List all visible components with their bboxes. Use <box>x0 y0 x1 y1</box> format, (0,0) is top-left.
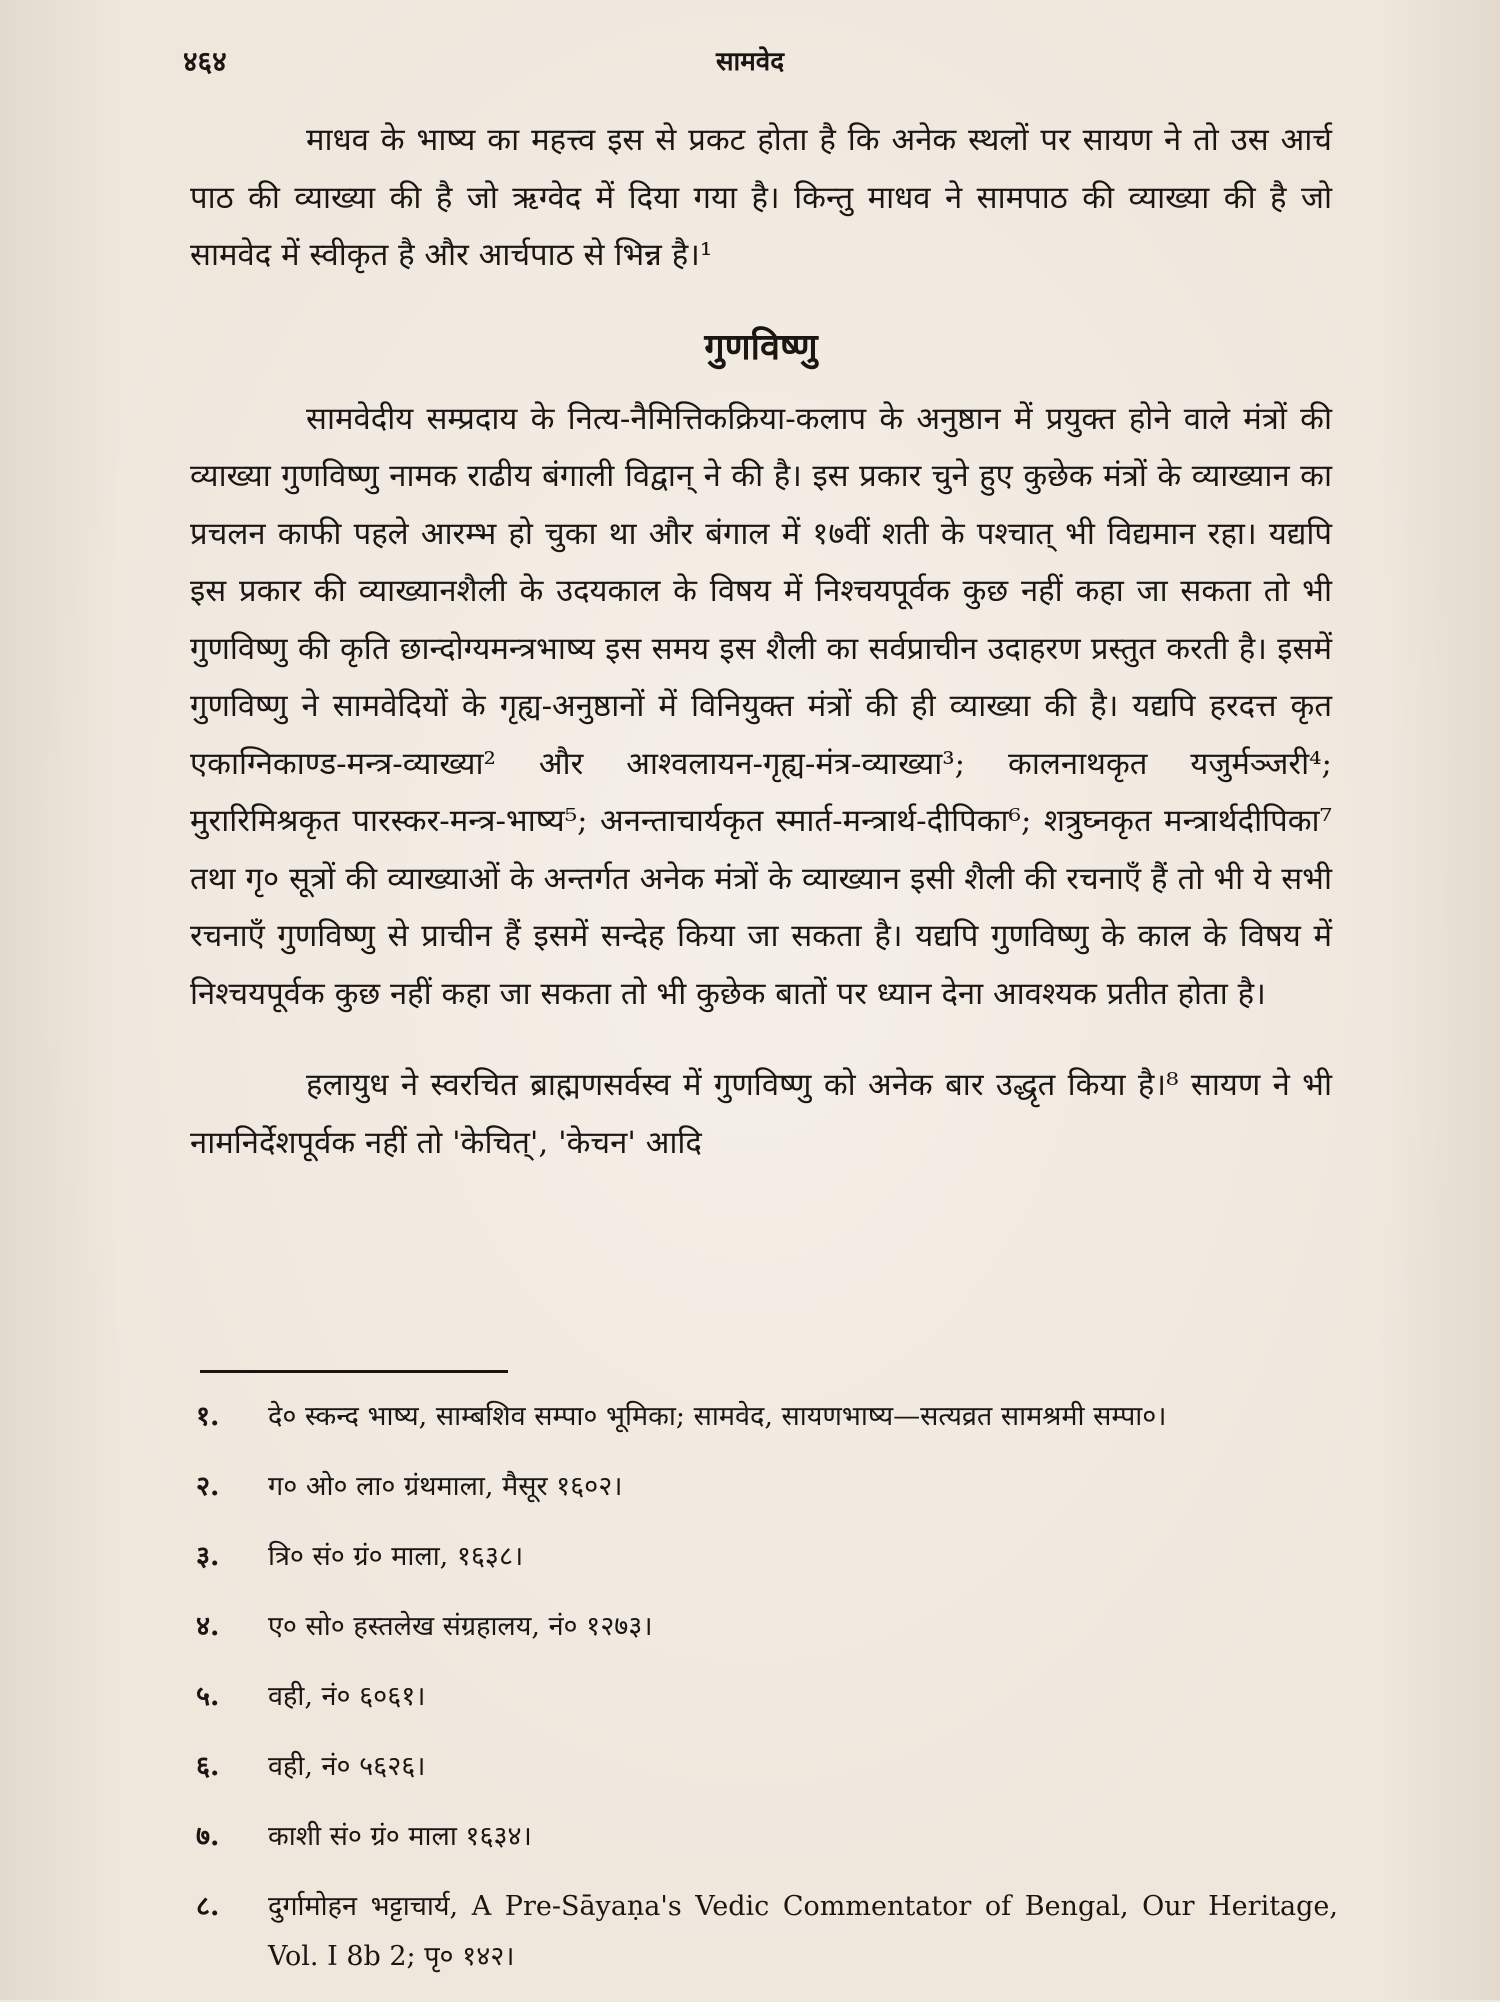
main-text <box>190 112 1332 1172</box>
footnote-item <box>196 1462 1338 1512</box>
footnote-text: काशी सं० ग्रं० माला १६३४। <box>268 1821 532 1852</box>
footnote-number: ८. <box>196 1891 220 1922</box>
page-header <box>183 42 1317 78</box>
footnote-item <box>196 1882 1338 1982</box>
footnote-number: ७. <box>196 1821 220 1852</box>
footnote-divider <box>200 1370 508 1373</box>
footnote-item <box>196 1532 1338 1582</box>
footnote-item <box>196 1742 1338 1792</box>
footnote-item <box>196 1602 1338 1652</box>
footnote-number: ६. <box>196 1751 220 1782</box>
paragraph-madhava: माधव के भाष्य का महत्त्व इस से प्रकट होता है कि अनेक स्थलों पर सायण ने तो उस आर्च पाठ की व्याख्या की है जो ऋग्वेद में दिया गया है। किन्तु माधव ने सामपाठ की व्याख्या की है जो सामवेद में स्वीकृत है और आर्चपाठ से भिन्न है।¹ <box>190 122 1332 273</box>
footnote-item <box>196 1392 1338 1442</box>
footnote-text: त्रि० सं० ग्रं० माला, १६३८। <box>268 1541 524 1572</box>
footnote-number: ४. <box>196 1611 220 1642</box>
paragraph-halayudha: हलायुध ने स्वरचित ब्राह्मणसर्वस्व में गुणविष्णु को अनेक बार उद्धृत किया है।⁸ सायण ने भी नामनिर्देशपूर्वक नहीं तो 'केचित्', 'केचन' आदि <box>190 1067 1332 1161</box>
footnote-text: ग० ओ० ला० ग्रंथमाला, मैसूर १६०२। <box>268 1471 623 1502</box>
footnote-text: दे० स्कन्द भाष्य, साम्बशिव सम्पा० भूमिका; सामवेद, सायणभाष्य—सत्यव्रत सामश्रमी सम्पा०। <box>268 1401 1167 1432</box>
paragraph-gunavishnu: सामवेदीय सम्प्रदाय के नित्य-नैमित्तिकक्रिया-कलाप के अनुष्ठान में प्रयुक्त होने वाले मंत्रों की व्याख्या गुणविष्णु नामक राढीय बंगाली विद्वान् ने की है। इस प्रकार चुने हुए कुछेक मंत्रों के व्याख्यान का प्रचलन काफी पहले आरम्भ हो चुका था और बंगाल में १७वीं शती के पश्चात् भी विद्यमान रहा। यद्यपि इस प्रकार की व्याख्यानशैली के उदयकाल के विषय में निश्चयपूर्वक कुछ नहीं कहा जा सकता तो भी गुणविष्णु की कृति छान्दोग्यमन्त्रभाष्य इस समय इस शैली का सर्वप्राचीन उदाहरण प्रस्तुत करती है। इसमें गुणविष्णु ने सामवेदियों के गृह्य-अनुष्ठानों में विनियुक्त मंत्रों की ही व्याख्या की है। यद्यपि हरदत्त कृत एकाग्निकाण्ड-मन्त्र-व्याख्या² और आश्वलायन-गृह्य-मंत्र-व्याख्या³; कालनाथकृत यजुर्मञ्जरी⁴; मुरारिमिश्रकृत पारस्कर-मन्त्र-भाष्य⁵; अनन्ताचार्यकृत स्मार्त-मन्त्रार्थ-दीपिका⁶; शत्रुघ्नकृत मन्त्रार्थदीपिका⁷ तथा गृ० सूत्रों की व्याख्याओं के अन्तर्गत अनेक मंत्रों के व्याख्यान इसी शैली की रचनाएँ हैं तो भी ये सभी रचनाएँ गुणविष्णु से प्राचीन हैं इसमें सन्देह किया जा सकता है। यद्यपि गुणविष्णु के काल के विषय में निश्चयपूर्वक कुछ नहीं कहा जा सकता तो भी कुछेक बातों पर ध्यान देना आवश्यक प्रतीत होता है। <box>190 400 1332 1012</box>
footnote-text: दुर्गामोहन भट्टाचार्य, A Pre-Sāyaṇa's Vedic Commentator of Bengal, Our Heritage, Vol. I 8b 2; पृ० १४२। <box>268 1891 1338 1972</box>
footnote-number: ३. <box>196 1541 220 1572</box>
footnote-number: १. <box>196 1401 220 1432</box>
footnote-text: वही, नं० ५६२६। <box>268 1751 426 1782</box>
footnote-text: वही, नं० ६०६१। <box>268 1681 426 1712</box>
footnotes <box>196 1392 1338 2002</box>
footnote-text: ए० सो० हस्तलेख संग्रहालय, नं० १२७३। <box>268 1611 653 1642</box>
footnote-number: २. <box>196 1471 220 1502</box>
footnote-number: ५. <box>196 1681 220 1712</box>
running-title: सामवेद <box>715 47 785 77</box>
footnote-item <box>196 1672 1338 1722</box>
footnote-item <box>196 1812 1338 1862</box>
section-heading: गुणविष्णु <box>704 325 818 368</box>
page-number: ४६४ <box>183 45 227 78</box>
